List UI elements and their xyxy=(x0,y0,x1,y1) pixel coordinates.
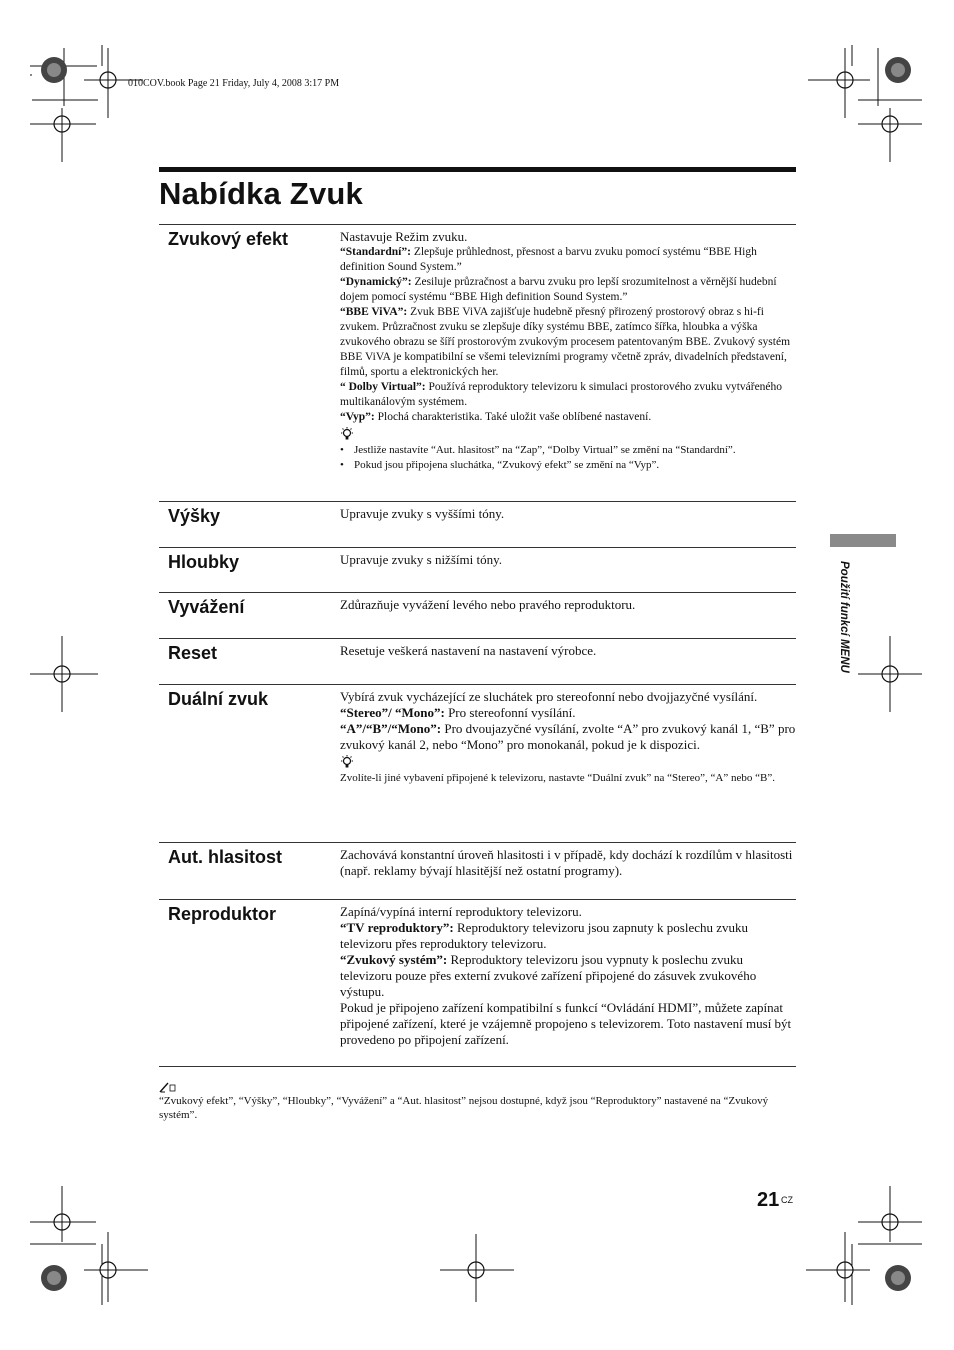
row-dualni-zvuk xyxy=(159,684,796,842)
option-name: “Dynamický”: xyxy=(340,276,412,288)
row-text: Upravuje zvuky s vyššími tóny. xyxy=(340,506,505,521)
option xyxy=(340,380,796,410)
option-name: “Standardní”: xyxy=(340,246,411,258)
option-text: Reproduktory televizoru jsou zapnuty k poslechu zvuku televizoru přes reproduktory televizoru. xyxy=(340,920,749,951)
row-aut-hlasitost xyxy=(159,842,796,899)
row-intro: Zapíná/vypíná interní reproduktory televizoru. xyxy=(340,904,582,919)
row-label: Výšky xyxy=(168,506,221,526)
option-text: Zvuk BBE ViVA zajišťuje hudebně přesný přirozený prostorový obraz s hi-fi zvukem. Průzračnost zvuku se zlepšuje díky systému BBE, zatímco šířka, hloubka a výška zvukového obrazu se šíří prostorovým zvukovým procesem patentovaným BBE. Zvukový systém BBE ViVA je kompatibilní se všemi televizními programy včetně zpráv, divadelních představení, filmů, sportu a elektronických her. xyxy=(340,306,791,378)
note-pencil-icon xyxy=(159,1081,177,1093)
tip-lightbulb-icon xyxy=(340,755,354,769)
option-name: “Vyp”: xyxy=(340,411,375,423)
row-text: Zdůrazňuje vyvážení levého nebo pravého reproduktoru. xyxy=(340,597,636,612)
row-text: Upravuje zvuky s nižšími tóny. xyxy=(340,552,502,567)
option-name: “A”/“B”/“Mono”: xyxy=(340,721,442,736)
row-label: Reset xyxy=(168,643,218,663)
side-section-label: Použití funkcí MENU xyxy=(838,561,850,673)
option-text: Zesiluje průzračnost a barvu zvuku pro lepší srozumitelnost a věrnější hudební dojem pomocí systému “BBE High definition Sound System.” xyxy=(340,276,777,303)
row-label: Duální zvuk xyxy=(168,689,269,709)
row-vyvazeni xyxy=(159,592,796,638)
row-reset xyxy=(159,638,796,684)
row-body xyxy=(340,689,796,842)
option xyxy=(340,305,796,380)
option xyxy=(340,920,796,952)
row-reproduktor xyxy=(159,899,796,1067)
option xyxy=(340,275,796,305)
option-text: Pro dvoujazyčné vysílání, zvolte “A” pro zvukový kanál 1, “B” pro zvukový kanál 2, nebo “Mono” pro monokanál, pokud je k dispozici. xyxy=(340,721,796,752)
row-body xyxy=(340,904,796,1066)
row-outro: Pokud je připojeno zařízení kompatibilní s funkcí “Ovládání HDMI”, můžete zapínat připojené zařízení, které je vzájemně propojeno s televizorem. Toto nastavení musí být provedeno po připojení zařízení. xyxy=(340,1000,792,1047)
row-zvukovy-efekt xyxy=(159,224,796,501)
title-rule xyxy=(159,167,796,172)
option-name: “TV reproduktory”: xyxy=(340,920,454,935)
tip-item: • Pokud jsou připojena sluchátka, “Zvukový efekt” se změní na “Vyp”. xyxy=(340,458,796,473)
row-text: Zachovává konstantní úroveň hlasitosti i v případě, kdy dochází k rozdílům v hlasitosti (např. reklamy bývají hlasitější než ostatní programy). xyxy=(340,847,793,878)
row-intro: Vybírá zvuk vycházející ze sluchátek pro stereofonní nebo dvojjazyčné vysílání. xyxy=(340,689,758,704)
option-name: “Stereo”/ “Mono”: xyxy=(340,705,445,720)
side-tab-marker xyxy=(830,534,896,547)
book-header-info: 010COV.book Page 21 Friday, July 4, 2008 3:17 PM xyxy=(128,78,340,89)
row-label: Zvukový efekt xyxy=(168,229,289,249)
option xyxy=(340,952,796,1000)
option xyxy=(340,245,796,275)
page-number: 21 xyxy=(757,1189,780,1211)
option-text: Plochá charakteristika. Také uložit vaše oblíbené nastavení. xyxy=(374,411,652,423)
row-vysky xyxy=(159,501,796,547)
page-title: Nabídka Zvuk xyxy=(159,176,363,211)
option-name: “Zvukový systém”: xyxy=(340,952,448,967)
row-body xyxy=(340,229,796,501)
row-label: Vyvážení xyxy=(168,597,245,617)
row-hloubky xyxy=(159,547,796,592)
option xyxy=(340,705,796,721)
option-text: Reproduktory televizoru jsou vypnuty k poslechu zvuku televizoru pouze přes externí zvukové zařízení připojené do zásuvek zvukového výstupu. xyxy=(340,952,757,999)
option-name: “BBE ViVA”: xyxy=(340,306,408,318)
row-label: Aut. hlasitost xyxy=(168,847,283,867)
tip-item: • Jestliže nastavíte “Aut. hlasitost” na “Zap”, “Dolby Virtual” se změní na “Standardní”. xyxy=(340,443,796,458)
option-name: “ Dolby Virtual”: xyxy=(340,381,426,393)
page-language-code: CZ xyxy=(781,1195,793,1205)
footnote: “Zvukový efekt”, “Výšky”, “Hloubky”, “Vyvážení” a “Aut. hlasitost” nejsou dostupné, když jsou “Reproduktory” nastavené na “Zvukový systém”. xyxy=(159,1095,769,1121)
row-label: Reproduktor xyxy=(168,904,276,924)
tip-list xyxy=(340,443,796,473)
option-text: Používá reproduktory televizoru k simulaci prostorového zvuku vytvářeného multikanálovým systémem. xyxy=(340,381,783,408)
option xyxy=(340,721,796,753)
option-text: Pro stereofonní vysílání. xyxy=(444,705,576,720)
row-text: Resetuje veškerá nastavení na nastavení výrobce. xyxy=(340,643,597,658)
tip-text: Zvolíte-li jiné vybavení připojené k televizoru, nastavte “Duální zvuk” na “Stereo”, “A” nebo “B”. xyxy=(340,772,775,784)
row-intro: Nastavuje Režim zvuku. xyxy=(340,229,468,244)
option xyxy=(340,410,796,425)
row-label: Hloubky xyxy=(168,552,240,572)
tip-lightbulb-icon xyxy=(340,427,354,441)
option-text: Zlepšuje průhlednost, přesnost a barvu zvuku pomocí systému “BBE High definition Sound System.” xyxy=(340,246,757,273)
settings-table xyxy=(159,224,796,1067)
